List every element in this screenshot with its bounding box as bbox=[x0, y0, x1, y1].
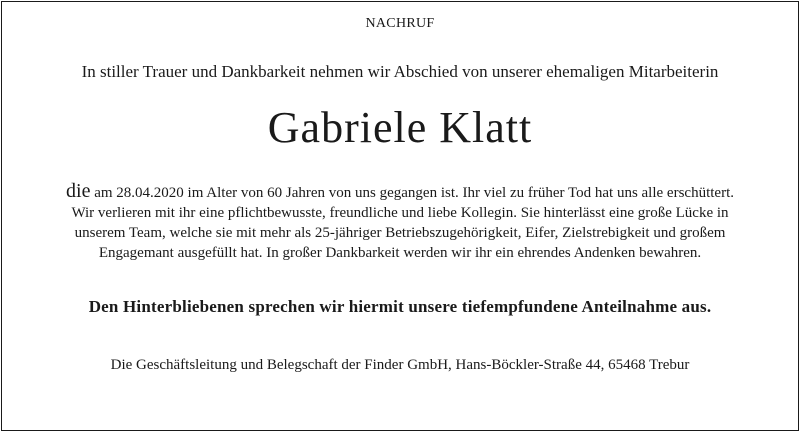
body-line: Engagemant ausgefüllt hat. In großer Dankbarkeit werden wir ihr ein ehrendes Andenken bewahren. bbox=[98, 245, 702, 261]
obituary-body bbox=[40, 181, 760, 263]
notice-header: NACHRUF bbox=[365, 16, 435, 31]
body-line: Wir verlieren mit ihr eine pflichtbewusste, freundliche und liebe Kollegin. Sie hinterlässt eine große Lücke in bbox=[71, 205, 729, 221]
condolence-statement: Den Hinterbliebenen sprechen wir hiermit unsere tiefempfundene Anteilnahme aus. bbox=[88, 297, 712, 316]
deceased-name: Gabriele Klatt bbox=[267, 103, 533, 152]
body-dropcap: die bbox=[66, 180, 91, 202]
body-line: unserem Team, welche sie mit mehr als 25-jähriger Betriebszugehörigkeit, Eifer, Zielstrebigkeit und großem bbox=[74, 225, 726, 241]
body-line bbox=[40, 181, 760, 203]
body-line-text: am 28.04.2020 im Alter von 60 Jahren von uns gegangen ist. Ihr viel zu früher Tod hat uns alle erschüttert. bbox=[90, 185, 734, 201]
intro-text: In stiller Trauer und Dankbarkeit nehmen wir Abschied von unserer ehemaligen Mitarbeiterin bbox=[81, 62, 719, 81]
signature-line: Die Geschäftsleitung und Belegschaft der Finder GmbH, Hans-Böckler-Straße 44, 65468 Trebur bbox=[110, 357, 690, 373]
